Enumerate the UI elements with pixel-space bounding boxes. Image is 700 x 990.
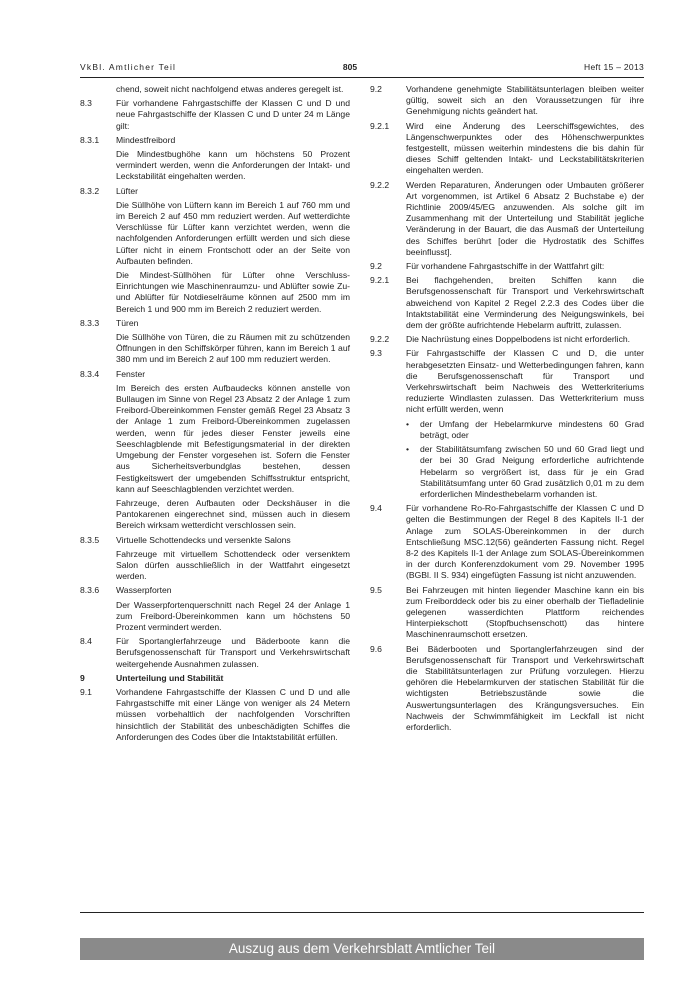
section-item — [370, 261, 644, 272]
section-text: Bei Fahrzeugen mit hinten liegender Maschine kann ein bis zum Freiborddeck oder bis zu einer oberhalb der Tiefladelinie gelegenen wasserdichten Plattform reichendes Hinterpiekschott (Stopfbuchsenschott) das hintere Maschinenraumschott ersetzen. — [406, 584, 644, 640]
section-text: Werden Reparaturen, Änderungen oder Umbauten größerer Art vorgenommen, ist Artikel 6 Absatz 2 Buchstabe e) der Richtlinie 2009/45/EG anzuwenden. Als solche gilt im Zusammenhang mit der Unterteilung und Stabilität jegliche Veränderung in der Bauart, die das Ausmaß der Unterteilung des Schiffes berührt [oder die Hydrostatik des Schiffes beeinflusst]. — [406, 179, 644, 257]
section-text: Vorhandene genehmigte Stabilitätsunterlagen bleiben weiter gültig, soweit sich an den Voraussetzungen für ihre Genehmigung nichts geändert hat. — [406, 84, 644, 117]
section-number: 8.3.6 — [80, 585, 100, 596]
section-number — [80, 332, 116, 366]
section-number — [80, 149, 116, 183]
section-item — [370, 275, 644, 331]
section-item — [80, 270, 350, 315]
section-number — [80, 549, 116, 583]
section-item — [80, 318, 350, 329]
section-number: 9.5 — [370, 584, 382, 595]
section-number: 9 — [80, 672, 85, 683]
section-item — [80, 369, 350, 380]
bullet-text: der Umfang der Hebelarmkurve mindestens 60 Grad beträgt, oder — [420, 418, 644, 440]
section-text: Für Sportanglerfahrzeuge und Bäderboote kann die Berufsgenossenschaft für Transport und Verkehrswirtschaft weitergehende Ausnahmen zulassen. — [116, 636, 350, 669]
bottom-rule — [80, 912, 644, 913]
footer-banner: Auszug aus dem Verkehrsblatt Amtlicher Teil — [80, 938, 644, 960]
section-number — [80, 84, 116, 95]
section-text: Im Bereich des ersten Aufbaudecks können anstelle von Bullaugen im Sinne von Regel 23 Absatz 2 der Anlage 1 zum Freibord-Übereinkommen Fenster gemäß Regel 23 Absatz 3 der Anlage 1 zum Freibord-Übereinkommen zugelassen werden, wenn für jedes dieser Fenster jeweils eine Seeschlagblende mit Befestigungsmaterial in der direkten Umgebung der Fenster vorgesehen ist. Sofern die Fenster aus Sicherheitsverbundglas bestehen, dessen Festigkeitswert der umgebenden Schiffsstruktur entspricht, kann auf Seeschlagblenden verzichtet werden. — [116, 382, 350, 494]
section-item — [80, 687, 350, 743]
section-text: Die Süllhöhe von Türen, die zu Räumen mit zu schützenden Öffnungen in den Schiffskörper führen, kann im Bereich 1 auf 380 mm und im Bereich 2 auf 100 mm reduziert werden. — [116, 332, 350, 365]
section-item — [80, 332, 350, 366]
section-number: 8.3.3 — [80, 317, 100, 328]
section-number — [80, 498, 116, 532]
section-item — [370, 503, 644, 581]
section-item — [80, 636, 350, 670]
section-item — [370, 121, 644, 177]
section-item — [370, 84, 644, 118]
section-number — [80, 270, 116, 315]
section-text: Der Wasserpfortenquerschnitt nach Regel 24 der Anlage 1 zum Freibord-Übereinkommen kann um höchstens 50 Prozent vermindert werden. — [116, 599, 350, 632]
section-number — [80, 600, 116, 634]
page-number: 805 — [342, 62, 358, 72]
section-text: Fahrzeuge mit virtuellem Schottendeck oder versenktem Salon dürfen ausschließlich in der Wattfahrt eingesetzt werden. — [116, 548, 350, 582]
section-item — [80, 186, 350, 197]
section-number: 9.2 — [370, 84, 382, 94]
section-text: Die Mindest-Süllhöhen für Lüfter ohne Verschluss-Einrichtungen wie Maschinenraumzu- und Ablüfter sowie Zu- und Ablüfter für Notdieselräume können auf 2500 mm im Bereich 1 und 900 mm im Bereich 2 reduziert werden. — [116, 270, 350, 314]
section-item — [80, 84, 350, 95]
left-column — [80, 84, 350, 746]
section-number: 8.3.5 — [80, 534, 100, 545]
section-item — [370, 180, 644, 258]
section-text: Für Fahrgastschiffe der Klassen C und D, die unter herabgesetzten Einsatz- und Wetterbedingungen fahren, kann die Berufsgenossenschaft für Transport und Verkehrswirtschaft beim Nachweis des Wetterkriteriums reduzierte Windlasten zulassen. Das Wetterkriterium muss nicht erfüllt werden, wenn — [406, 348, 644, 415]
section-text: Bei flachgehenden, breiten Schiffen kann die Berufsgenossenschaft für Transport und Verkehrswirtschaft abweichend von Kapitel 2 Regel 2.2.3 des Codes über die Intaktstabilität eine Verminderung des Neigungswinkels, bei dem der größte aufrichtende Hebelarm auftritt, zulassen. — [406, 275, 644, 331]
section-number: 8.3.4 — [80, 368, 100, 379]
section-text: Mindestfreibord — [116, 134, 176, 145]
section-heading — [80, 673, 350, 684]
section-text: Vorhandene Fahrgastschiffe der Klassen C und D und alle Fahrgastschiffe mit einer Länge von weniger als 24 Metern müssen vorbehaltlich der nachfolgenden Vorschriften hinsichtlich der Stabilität des unbeschädigten Schiffes die Anforderungen des Codes über die Intaktstabilität erfüllen. — [116, 686, 350, 742]
section-text: Wasserpforten — [116, 585, 172, 596]
section-text: Unterteilung und Stabilität — [116, 672, 224, 683]
section-number: 9.4 — [370, 503, 382, 514]
right-column — [370, 84, 644, 736]
bullet-text: der Stabilitätsumfang zwischen 50 und 60 Grad liegt und der bei 30 Grad Neigung erforderliche aufrichtende Hebelarm so vergrößert ist, dass für je ein Grad Stabilitätsumfang unter 60 Grad zusätzlich 0,01 m zu dem erforderlichen Mindesthebelarm vorhanden ist. — [420, 444, 644, 499]
bullet-icon: • — [406, 418, 410, 429]
section-text: chend, soweit nicht nachfolgend etwas anderes geregelt ist. — [116, 84, 344, 94]
section-text: Für vorhandene Ro-Ro-Fahrgastschiffe der Klassen C und D gelten die Bestimmungen der Regel 8 des Kapitels II-1 der Anlage zum SOLAS-Übereinkommen in der durch Entschließung MSC.12(56) geänderten Fassung nicht. Regel 8-2 des Kapitels II-1 der Anlage zum SOLAS-Übereinkommen in der durch Konferenzdokument vom 29. November 1995 (BGBl. II S. 934) eingefügten Fassung ist nicht anzuwenden. — [406, 503, 644, 581]
section-number: 8.3 — [80, 98, 92, 109]
section-item — [80, 498, 350, 532]
section-item — [80, 585, 350, 596]
section-number — [80, 200, 116, 267]
section-item — [80, 383, 350, 495]
section-item — [370, 585, 644, 641]
section-text: Türen — [116, 317, 139, 328]
section-item — [80, 98, 350, 132]
section-number: 9.2.2 — [370, 179, 390, 190]
section-number: 9.1 — [80, 686, 92, 697]
journal-title: VkBl. Amtlicher Teil — [80, 62, 177, 72]
section-number: 9.2 — [370, 261, 382, 272]
section-item — [80, 600, 350, 634]
section-item — [80, 135, 350, 146]
section-number: 9.2.1 — [370, 120, 390, 131]
section-number: 9.2.1 — [370, 275, 390, 286]
section-text: Virtuelle Schottendecks und versenkte Salons — [116, 534, 291, 545]
section-text: Die Mindestbughöhe kann um höchstens 50 Prozent vermindert werden, wenn die Anforderungen der Intakt- und Leckstabilität eingehalten werden. — [116, 149, 350, 182]
section-number: 8.3.1 — [80, 134, 100, 145]
section-number — [80, 383, 116, 495]
section-number: 9.2.2 — [370, 334, 390, 345]
section-item — [80, 149, 350, 183]
section-number: 9.3 — [370, 348, 382, 359]
section-item — [80, 549, 350, 583]
section-text: Bei Bäderbooten und Sportanglerfahrzeugen sind der Berufsgenossenschaft für Transport und Verkehrswirtschaft die Stabilitätsunterlagen zur Prüfung vorzulegen. Hierzu gehören die Hebelarmkurven der statischen Stabilität für die wichtigsten Betriebszustände sowie die Auswertungsunterlagen des Krängungsversuches. Ein Nachweis der Schwimmfähigkeit im Leckfall ist nicht erforderlich. — [406, 643, 644, 732]
section-item — [370, 334, 644, 345]
section-text: Die Nachrüstung eines Doppelbodens ist nicht erforderlich. — [406, 334, 631, 345]
section-number: 8.3.2 — [80, 185, 100, 196]
section-item — [370, 348, 644, 415]
section-text: Wird eine Änderung des Leerschiffsgewichtes, des Längenschwerpunktes oder des Höhenschwerpunktes festgestellt, müssen weiterhin mindestens die bis dahin für dieses Schiff geltenden Intakt- und Leckstabilitätskriterien eingehalten werden. — [406, 120, 644, 176]
section-number: 8.4 — [80, 636, 92, 647]
header-rule — [80, 77, 644, 78]
bullet-item — [406, 419, 644, 441]
section-text: Für vorhandene Fahrgastschiffe in der Wattfahrt gilt: — [406, 261, 605, 272]
section-text: Fenster — [116, 368, 146, 379]
bullet-item — [406, 444, 644, 500]
section-item — [80, 535, 350, 546]
section-item — [370, 644, 644, 734]
section-number: 9.6 — [370, 643, 382, 654]
issue-label: Heft 15 – 2013 — [584, 62, 644, 72]
section-item — [80, 200, 350, 267]
bullet-icon: • — [406, 444, 410, 455]
section-text: Für vorhandene Fahrgastschiffe der Klassen C und D und neue Fahrgastschiffe der Klassen C und D unter 24 m Länge gilt: — [116, 98, 350, 131]
section-text: Fahrzeuge, deren Aufbauten oder Deckshäuser in die Pantokarenen eingerechnet sind, müssen auch in diesem Bereich wirksam wetterdicht verschlossen sein. — [116, 497, 350, 531]
section-text: Lüfter — [116, 185, 138, 196]
section-text: Die Süllhöhe von Lüftern kann im Bereich 1 auf 760 mm und im Bereich 2 auf 450 mm reduziert werden. Auf wetterdichte Verschlüsse für Lüfter kann verzichtet werden, wenn die nachfolgenden Anforderungen erfüllt werden und sich diese Lüfter nicht in einem Frontschott oder an der Seite von Aufbauten befinden. — [116, 199, 350, 266]
